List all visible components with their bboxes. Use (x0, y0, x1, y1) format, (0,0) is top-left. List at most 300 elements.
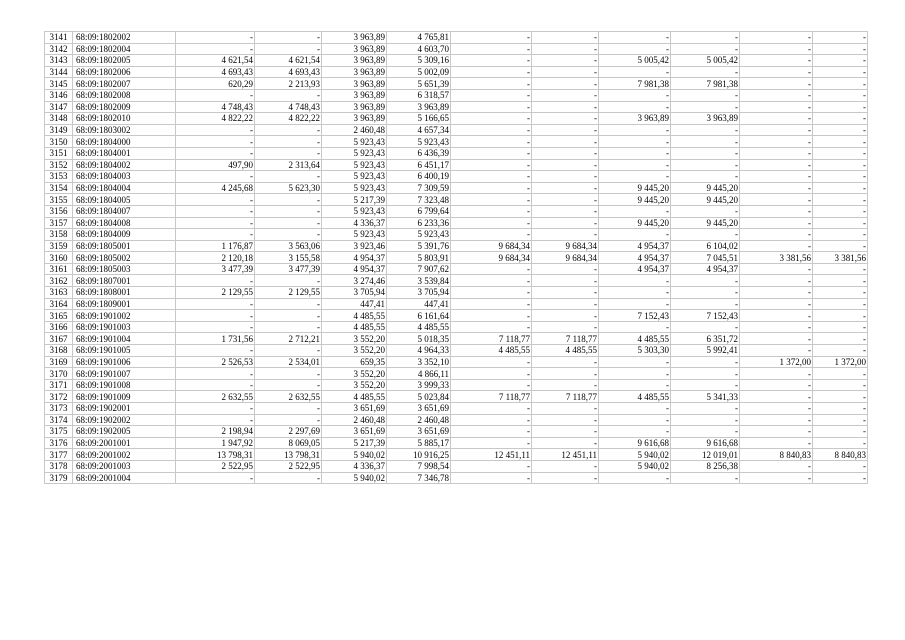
value-cell: - (255, 403, 322, 415)
value-cell: - (813, 414, 868, 426)
value-cell: 2 313,64 (255, 159, 322, 171)
value-cell: - (813, 78, 868, 90)
row-number-cell: 3176 (45, 437, 73, 449)
cadastral-code-cell: 68:09:1804007 (73, 205, 176, 217)
value-cell: 5 166,65 (387, 113, 451, 125)
value-cell: - (532, 460, 599, 472)
value-cell: - (671, 101, 740, 113)
row-number-cell: 3154 (45, 182, 73, 194)
table-row (45, 171, 868, 183)
value-cell: 3 963,89 (322, 78, 387, 90)
table-row (45, 403, 868, 415)
table-body (45, 32, 868, 484)
cadastral-code-cell: 68:09:1901006 (73, 356, 176, 368)
value-cell: 4 485,55 (322, 310, 387, 322)
value-cell: - (451, 124, 532, 136)
value-cell: 3 552,20 (322, 379, 387, 391)
value-cell: 3 539,84 (387, 275, 451, 287)
value-cell: 2 522,95 (255, 460, 322, 472)
value-cell: - (532, 171, 599, 183)
cadastral-code-cell: 68:09:1802005 (73, 55, 176, 67)
table-row (45, 287, 868, 299)
value-cell: 4 657,34 (387, 124, 451, 136)
value-cell: 10 916,25 (387, 449, 451, 461)
value-cell: - (740, 287, 813, 299)
value-cell: - (740, 333, 813, 345)
value-cell: 4 954,37 (322, 252, 387, 264)
value-cell: - (451, 356, 532, 368)
value-cell: - (671, 321, 740, 333)
value-cell: 4 485,55 (599, 391, 671, 403)
value-cell: 2 198,94 (176, 426, 255, 438)
value-cell: 7 998,54 (387, 460, 451, 472)
value-cell: - (740, 310, 813, 322)
value-cell: 3 963,89 (599, 113, 671, 125)
row-number-cell: 3170 (45, 368, 73, 380)
value-cell: 3 705,94 (322, 287, 387, 299)
value-cell: - (451, 55, 532, 67)
value-cell: 2 526,53 (176, 356, 255, 368)
value-cell: 7 118,77 (451, 333, 532, 345)
value-cell: - (671, 298, 740, 310)
value-cell: - (813, 159, 868, 171)
value-cell: - (255, 43, 322, 55)
row-number-cell: 3144 (45, 66, 73, 78)
value-cell: - (176, 124, 255, 136)
value-cell: - (255, 217, 322, 229)
cadastral-code-cell: 68:09:1901007 (73, 368, 176, 380)
value-cell: - (451, 147, 532, 159)
value-cell: - (740, 403, 813, 415)
value-cell: 12 451,11 (451, 449, 532, 461)
value-cell: 9 616,68 (671, 437, 740, 449)
row-number-cell: 3162 (45, 275, 73, 287)
value-cell: 5 885,17 (387, 437, 451, 449)
value-cell: 3 651,69 (387, 403, 451, 415)
table-row (45, 182, 868, 194)
table-row (45, 460, 868, 472)
value-cell: - (813, 43, 868, 55)
value-cell: - (451, 263, 532, 275)
cadastral-code-cell: 68:09:1802004 (73, 43, 176, 55)
value-cell: 6 318,57 (387, 89, 451, 101)
value-cell: - (813, 403, 868, 415)
table-row (45, 136, 868, 148)
value-cell: - (740, 298, 813, 310)
row-number-cell: 3161 (45, 263, 73, 275)
table-row (45, 240, 868, 252)
value-cell: 3 563,06 (255, 240, 322, 252)
value-cell: 2 632,55 (255, 391, 322, 403)
value-cell: 5 940,02 (599, 460, 671, 472)
value-cell: 2 120,18 (176, 252, 255, 264)
row-number-cell: 3152 (45, 159, 73, 171)
value-cell: - (176, 298, 255, 310)
value-cell: 4 822,22 (255, 113, 322, 125)
value-cell: 3 477,39 (176, 263, 255, 275)
value-cell: - (255, 205, 322, 217)
row-number-cell: 3167 (45, 333, 73, 345)
table-row (45, 391, 868, 403)
value-cell: 2 129,55 (255, 287, 322, 299)
value-cell: 4 964,33 (387, 345, 451, 357)
value-cell: - (532, 426, 599, 438)
value-cell: - (451, 205, 532, 217)
value-cell: 447,41 (387, 298, 451, 310)
value-cell: 4 485,55 (387, 321, 451, 333)
value-cell: - (599, 287, 671, 299)
value-cell: - (451, 171, 532, 183)
value-cell: 1 176,87 (176, 240, 255, 252)
value-cell: 1 372,00 (813, 356, 868, 368)
row-number-cell: 3155 (45, 194, 73, 206)
value-cell: - (740, 182, 813, 194)
value-cell: - (532, 43, 599, 55)
value-cell: - (740, 437, 813, 449)
value-cell: 2 460,48 (322, 414, 387, 426)
table-row (45, 78, 868, 90)
value-cell: 4 765,81 (387, 32, 451, 44)
value-cell: - (740, 391, 813, 403)
value-cell: 9 445,20 (599, 217, 671, 229)
table-row (45, 368, 868, 380)
value-cell: - (740, 101, 813, 113)
value-cell: - (813, 426, 868, 438)
cadastral-code-cell: 68:09:1901005 (73, 345, 176, 357)
row-number-cell: 3142 (45, 43, 73, 55)
value-cell: - (813, 66, 868, 78)
value-cell: - (532, 217, 599, 229)
value-cell: 5 303,30 (599, 345, 671, 357)
value-cell: 5 217,39 (322, 194, 387, 206)
value-cell: - (255, 229, 322, 241)
value-cell: 5 940,02 (599, 449, 671, 461)
value-cell: - (813, 136, 868, 148)
value-cell: - (532, 298, 599, 310)
table-row (45, 229, 868, 241)
value-cell: - (599, 136, 671, 148)
value-cell: - (599, 426, 671, 438)
value-cell: 1 372,00 (740, 356, 813, 368)
cadastral-code-cell: 68:09:1804001 (73, 147, 176, 159)
table-row (45, 414, 868, 426)
value-cell: - (532, 403, 599, 415)
row-number-cell: 3164 (45, 298, 73, 310)
value-cell: - (255, 379, 322, 391)
value-cell: - (532, 124, 599, 136)
value-cell: - (451, 101, 532, 113)
cadastral-code-cell: 68:09:2001003 (73, 460, 176, 472)
value-cell: 3 651,69 (387, 426, 451, 438)
value-cell: 5 391,76 (387, 240, 451, 252)
value-cell: - (532, 263, 599, 275)
table-row (45, 205, 868, 217)
value-cell: - (255, 414, 322, 426)
value-cell: - (176, 136, 255, 148)
value-cell: - (532, 368, 599, 380)
value-cell: - (740, 78, 813, 90)
value-cell: - (255, 194, 322, 206)
value-cell: - (813, 298, 868, 310)
value-cell: 4 485,55 (532, 345, 599, 357)
row-number-cell: 3179 (45, 472, 73, 484)
value-cell: 3 352,10 (387, 356, 451, 368)
value-cell: 8 069,05 (255, 437, 322, 449)
value-cell: 12 019,01 (671, 449, 740, 461)
value-cell: - (740, 147, 813, 159)
value-cell: - (671, 368, 740, 380)
value-cell: 3 381,56 (740, 252, 813, 264)
table-row (45, 66, 868, 78)
value-cell: 4 748,43 (176, 101, 255, 113)
row-number-cell: 3165 (45, 310, 73, 322)
row-number-cell: 3150 (45, 136, 73, 148)
value-cell: 1 731,56 (176, 333, 255, 345)
value-cell: - (451, 159, 532, 171)
value-cell: - (599, 403, 671, 415)
value-cell: - (176, 217, 255, 229)
cadastral-code-cell: 68:09:1802007 (73, 78, 176, 90)
value-cell: - (740, 460, 813, 472)
value-cell: - (451, 287, 532, 299)
value-cell: 5 923,43 (322, 182, 387, 194)
value-cell: 4 336,37 (322, 217, 387, 229)
value-cell: - (671, 205, 740, 217)
data-table (44, 31, 868, 484)
value-cell: - (599, 379, 671, 391)
value-cell: 3 552,20 (322, 368, 387, 380)
table-row (45, 345, 868, 357)
value-cell: - (813, 379, 868, 391)
value-cell: 7 907,62 (387, 263, 451, 275)
value-cell: - (740, 379, 813, 391)
value-cell: - (599, 66, 671, 78)
value-cell: 5 923,43 (322, 171, 387, 183)
cadastral-code-cell: 68:09:1804002 (73, 159, 176, 171)
value-cell: - (255, 124, 322, 136)
value-cell: - (740, 43, 813, 55)
value-cell: 8 840,83 (813, 449, 868, 461)
value-cell: 3 963,89 (387, 101, 451, 113)
value-cell: 5 923,43 (322, 159, 387, 171)
value-cell: - (176, 472, 255, 484)
value-cell: - (176, 147, 255, 159)
value-cell: - (451, 229, 532, 241)
value-cell: 7 152,43 (671, 310, 740, 322)
value-cell: 3 963,89 (322, 43, 387, 55)
value-cell: - (451, 136, 532, 148)
value-cell: - (532, 310, 599, 322)
value-cell: - (599, 472, 671, 484)
value-cell: 2 522,95 (176, 460, 255, 472)
value-cell: 3 999,33 (387, 379, 451, 391)
value-cell: 2 129,55 (176, 287, 255, 299)
table-row (45, 449, 868, 461)
value-cell: - (671, 147, 740, 159)
table-row (45, 32, 868, 44)
cadastral-code-cell: 68:09:1902001 (73, 403, 176, 415)
cadastral-code-cell: 68:09:1804008 (73, 217, 176, 229)
value-cell: 3 963,89 (322, 89, 387, 101)
value-cell: - (813, 124, 868, 136)
row-number-cell: 3151 (45, 147, 73, 159)
value-cell: 4 621,54 (176, 55, 255, 67)
value-cell: 12 451,11 (532, 449, 599, 461)
value-cell: - (740, 414, 813, 426)
value-cell: 3 705,94 (387, 287, 451, 299)
value-cell: 1 947,92 (176, 437, 255, 449)
table-row (45, 298, 868, 310)
cadastral-code-cell: 68:09:1901004 (73, 333, 176, 345)
value-cell: - (671, 229, 740, 241)
value-cell: - (740, 217, 813, 229)
cadastral-code-cell: 68:09:1808001 (73, 287, 176, 299)
value-cell: - (740, 345, 813, 357)
value-cell: 4 954,37 (599, 240, 671, 252)
value-cell: - (532, 414, 599, 426)
cadastral-code-cell: 68:09:1804009 (73, 229, 176, 241)
value-cell: 13 798,31 (255, 449, 322, 461)
value-cell: 6 799,64 (387, 205, 451, 217)
value-cell: - (255, 368, 322, 380)
value-cell: - (451, 310, 532, 322)
row-number-cell: 3173 (45, 403, 73, 415)
value-cell: 4 485,55 (599, 333, 671, 345)
value-cell: - (599, 368, 671, 380)
value-cell: - (813, 287, 868, 299)
value-cell: - (255, 89, 322, 101)
value-cell: - (532, 159, 599, 171)
value-cell: - (740, 368, 813, 380)
value-cell: - (255, 345, 322, 357)
row-number-cell: 3174 (45, 414, 73, 426)
value-cell: - (740, 89, 813, 101)
cadastral-code-cell: 68:09:1902005 (73, 426, 176, 438)
value-cell: - (255, 136, 322, 148)
value-cell: - (740, 113, 813, 125)
value-cell: - (451, 437, 532, 449)
value-cell: - (740, 66, 813, 78)
value-cell: - (451, 379, 532, 391)
value-cell: - (176, 205, 255, 217)
value-cell: 3 552,20 (322, 333, 387, 345)
value-cell: - (532, 78, 599, 90)
value-cell: 5 803,91 (387, 252, 451, 264)
value-cell: - (740, 159, 813, 171)
table-row (45, 124, 868, 136)
value-cell: - (813, 368, 868, 380)
value-cell: 4 485,55 (322, 391, 387, 403)
value-cell: - (599, 124, 671, 136)
value-cell: - (255, 147, 322, 159)
value-cell: 4 336,37 (322, 460, 387, 472)
value-cell: - (451, 32, 532, 44)
value-cell: 4 822,22 (176, 113, 255, 125)
cadastral-code-cell: 68:09:1805003 (73, 263, 176, 275)
value-cell: - (813, 321, 868, 333)
value-cell: 7 323,48 (387, 194, 451, 206)
table-row (45, 356, 868, 368)
value-cell: - (671, 66, 740, 78)
value-cell: - (671, 32, 740, 44)
value-cell: - (740, 124, 813, 136)
row-number-cell: 3141 (45, 32, 73, 44)
value-cell: 5 018,35 (387, 333, 451, 345)
value-cell: - (176, 275, 255, 287)
value-cell: - (451, 460, 532, 472)
value-cell: - (451, 66, 532, 78)
value-cell: 4 245,68 (176, 182, 255, 194)
value-cell: - (740, 55, 813, 67)
value-cell: 5 940,02 (322, 449, 387, 461)
value-cell: 5 923,43 (322, 229, 387, 241)
value-cell: 9 445,20 (599, 194, 671, 206)
value-cell: 3 155,58 (255, 252, 322, 264)
value-cell: - (813, 333, 868, 345)
value-cell: - (451, 43, 532, 55)
value-cell: - (255, 321, 322, 333)
value-cell: 7 981,38 (671, 78, 740, 90)
value-cell: 620,29 (176, 78, 255, 90)
value-cell: 5 002,09 (387, 66, 451, 78)
value-cell: - (255, 275, 322, 287)
value-cell: - (599, 32, 671, 44)
value-cell: - (740, 32, 813, 44)
value-cell: 5 623,30 (255, 182, 322, 194)
value-cell: - (813, 182, 868, 194)
value-cell: - (671, 275, 740, 287)
value-cell: 9 684,34 (532, 240, 599, 252)
cadastral-code-cell: 68:09:1805001 (73, 240, 176, 252)
table-row (45, 426, 868, 438)
value-cell: 5 005,42 (671, 55, 740, 67)
cadastral-code-cell: 68:09:1804005 (73, 194, 176, 206)
value-cell: - (451, 403, 532, 415)
value-cell: 6 161,64 (387, 310, 451, 322)
cadastral-code-cell: 68:09:2001004 (73, 472, 176, 484)
value-cell: 3 923,46 (322, 240, 387, 252)
value-cell: - (599, 356, 671, 368)
value-cell: - (451, 78, 532, 90)
value-cell: - (813, 55, 868, 67)
value-cell: - (740, 472, 813, 484)
value-cell: 9 445,20 (671, 194, 740, 206)
table-row (45, 55, 868, 67)
value-cell: 4 485,55 (451, 345, 532, 357)
value-cell: 5 005,42 (599, 55, 671, 67)
value-cell: - (813, 113, 868, 125)
value-cell: 4 866,11 (387, 368, 451, 380)
value-cell: - (599, 414, 671, 426)
value-cell: - (532, 287, 599, 299)
value-cell: 6 400,19 (387, 171, 451, 183)
value-cell: - (813, 171, 868, 183)
value-cell: - (532, 182, 599, 194)
value-cell: - (599, 275, 671, 287)
value-cell: 3 963,89 (322, 32, 387, 44)
value-cell: 7 118,77 (451, 391, 532, 403)
row-number-cell: 3160 (45, 252, 73, 264)
value-cell: 5 341,33 (671, 391, 740, 403)
table-row (45, 275, 868, 287)
value-cell: 9 445,20 (599, 182, 671, 194)
value-cell: - (451, 217, 532, 229)
value-cell: - (255, 171, 322, 183)
value-cell: - (671, 379, 740, 391)
cadastral-code-cell: 68:09:1802010 (73, 113, 176, 125)
value-cell: 6 436,39 (387, 147, 451, 159)
value-cell: 3 651,69 (322, 403, 387, 415)
